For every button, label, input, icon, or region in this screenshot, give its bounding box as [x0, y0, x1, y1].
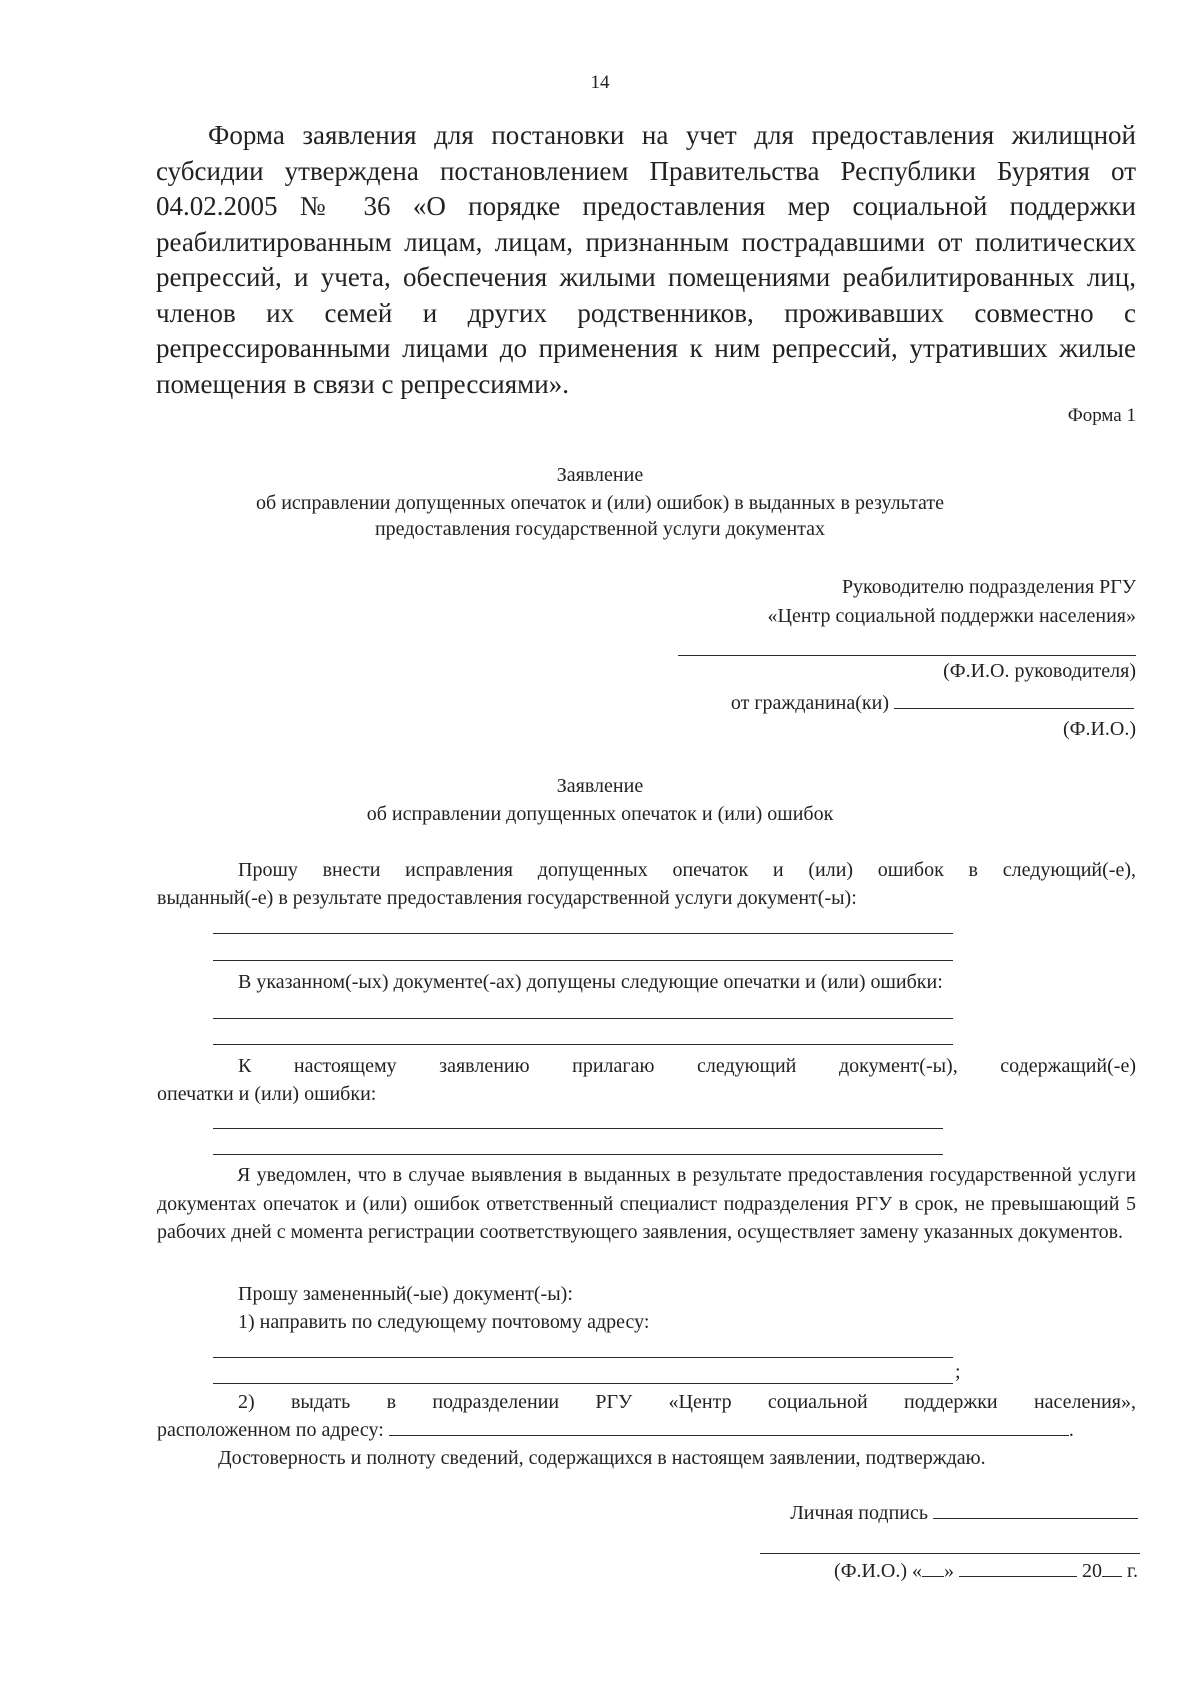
signer-name-line[interactable] [760, 1553, 1140, 1554]
year-field[interactable] [1102, 1558, 1122, 1577]
option1-text: 1) направить по следующему почтовому адресу: [238, 1311, 650, 1333]
attach-line1: К настоящему заявлению прилагаю следующий документ(-ы), содержащий(-е) [238, 1055, 1136, 1077]
header-subtitle-line2: предоставления государственной услуги документах [374, 518, 826, 540]
option2-line2: расположенном по адресу: [157, 1419, 384, 1441]
page-number: 14 [590, 72, 610, 93]
document-field-line1[interactable] [213, 933, 953, 934]
year-suffix: г. [1127, 1560, 1138, 1582]
header-title: Заявление [556, 464, 644, 486]
postal-address-line2[interactable] [213, 1383, 953, 1384]
notice-paragraph: Я уведомлен, что в случае выявления в выданных в результате предоставления государственной услуги документах опечаток и (или) ошибок ответственный специалист подразделения РГУ в срок, не превышающий 5 рабочих дней с момента регистрации соответствующего заявления, осуществляет замену указанных документов. [157, 1164, 1136, 1243]
day-close-quote: » [944, 1560, 955, 1582]
body-subtitle: об исправлении допущенных опечаток и (или) ошибок [366, 803, 834, 825]
signature-row [790, 1500, 1138, 1525]
head-name-caption: (Ф.И.О. руководителя) [943, 660, 1136, 682]
year-prefix: 20 [1082, 1560, 1103, 1582]
signer-name-caption: (Ф.И.О.) [834, 1560, 908, 1582]
month-field[interactable] [959, 1558, 1077, 1577]
request-line1: Прошу внести исправления допущенных опечаток и (или) ошибок в следующий(-е), [238, 859, 1136, 881]
form-label: Форма 1 [1067, 405, 1136, 426]
option2-line1: 2) выдать в подразделении РГУ «Центр социальной поддержки населения», [238, 1391, 1136, 1413]
confirm-paragraph: Достоверность и полноту сведений, содержащихся в настоящем заявлении, подтверждаю. [218, 1447, 986, 1469]
citizen-name-caption: (Ф.И.О.) [1062, 718, 1136, 740]
request-line2: выданный(-е) в результате предоставления государственной услуги документ(-ы): [157, 887, 857, 909]
option1-end: ; [955, 1361, 961, 1383]
citizen-name-field[interactable] [894, 690, 1134, 709]
attach-field-line2[interactable] [213, 1154, 943, 1155]
from-citizen-row [731, 690, 1134, 715]
signature-label: Личная подпись [790, 1502, 928, 1524]
date-row [834, 1558, 1138, 1583]
option2-line2-row [157, 1416, 1136, 1445]
day-open-quote: « [912, 1560, 923, 1582]
postal-address-line1[interactable] [213, 1357, 953, 1358]
errors-field-line1[interactable] [213, 1018, 953, 1019]
from-citizen-label: от гражданина(ки) [730, 692, 889, 714]
errors-paragraph: В указанном(-ых) документе(-ах) допущены следующие опечатки и (или) ошибки: [238, 971, 943, 993]
pickup-address-field[interactable] [389, 1417, 1069, 1436]
addressee-line1: Руководителю подразделения РГУ [841, 576, 1136, 598]
attach-field-line1[interactable] [213, 1128, 943, 1129]
document-field-line2[interactable] [213, 960, 953, 961]
head-name-line [678, 655, 1136, 656]
body-title: Заявление [556, 775, 644, 797]
addressee-line2: «Центр социальной поддержки населения» [767, 605, 1136, 627]
day-field[interactable] [922, 1558, 944, 1577]
signature-field[interactable] [933, 1500, 1138, 1519]
replace-request: Прошу замененный(-ые) документ(-ы): [238, 1283, 573, 1305]
intro-paragraph: Форма заявления для постановки на учет для предоставления жилищной субсидии утверждена постановлением Правительства Республики Бурятия от 04.02.2005 № 36 «О порядке предоставления мер социальной поддержки реабилитированным лицам, лицам, признанным пострадавшими от политических репрессий, и учета, обеспечения жилыми помещениями реабилитированных лиц, членов их семей и других родственников, проживавших совместно с репрессированными лицами до применения к ним репрессий, утративших жилые помещения в связи с репрессиями». [156, 120, 1136, 399]
errors-field-line2[interactable] [213, 1044, 953, 1045]
option2-end: . [1068, 1419, 1074, 1441]
attach-line2: опечатки и (или) ошибки: [157, 1083, 377, 1105]
header-subtitle-line1: об исправлении допущенных опечаток и (или) ошибок) в выданных в результате [256, 492, 944, 514]
